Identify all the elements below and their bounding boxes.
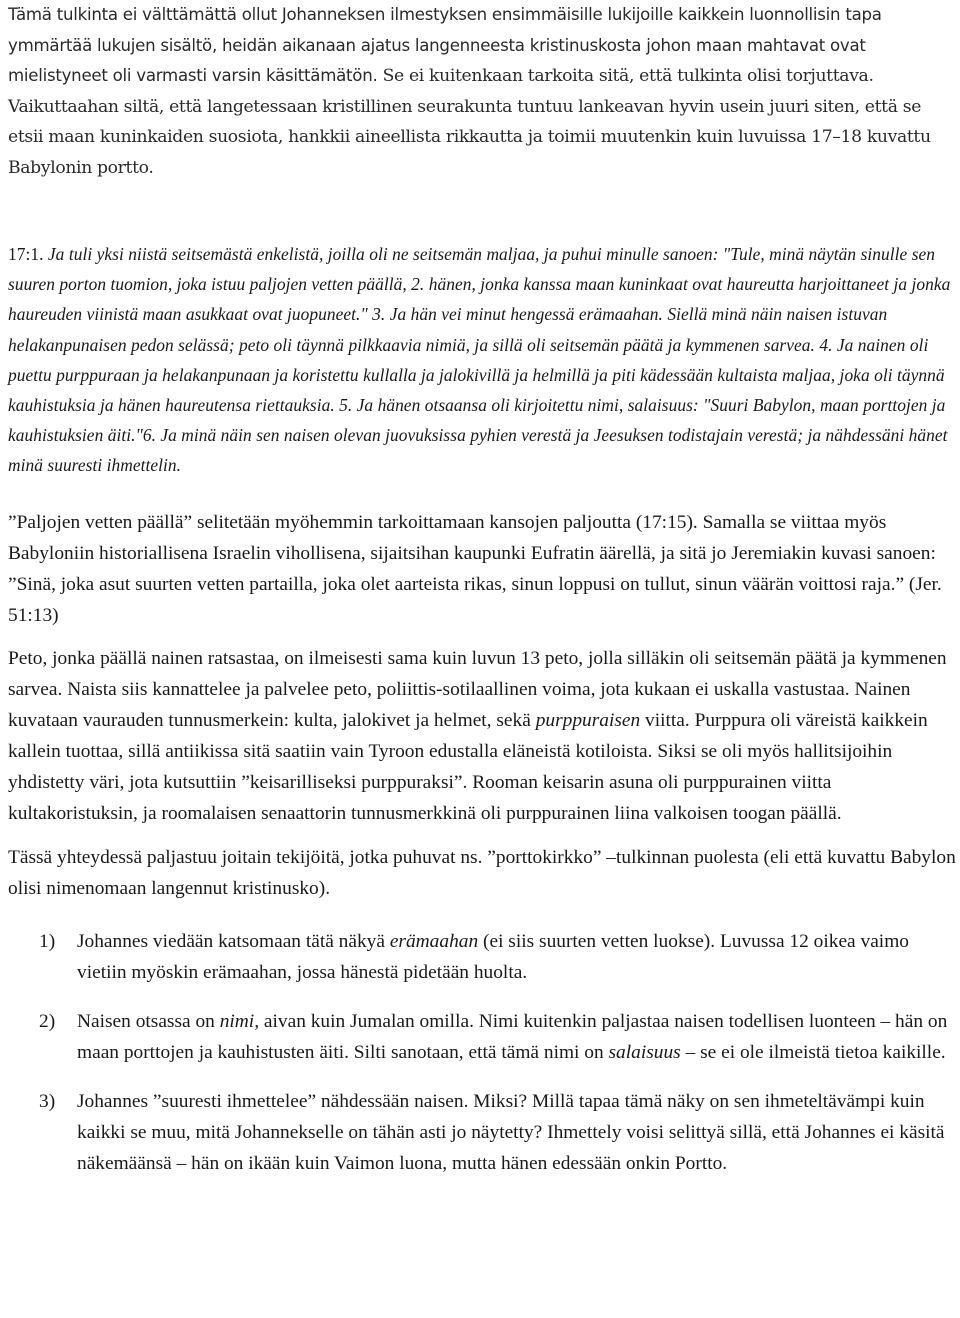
numbered-list	[8, 926, 958, 1179]
list-item-number: 3)	[39, 1090, 56, 1112]
paragraph-beast	[8, 643, 958, 829]
intro-paragraph	[8, 0, 958, 183]
list-item-text-a: Johannes ”suuresti ihmettelee” nähdessään naisen. Miksi? Millä tapaa tämä näky on sen ihmeteltävämpi kuin kaikki se muu, mitä Johannekselle on tähän asti jo näytetty? Ihmettely voisi selittyä sillä, että Johannes ei käsitä näkemäänsä – hän on ikään kuin Vaimon luona, mutta hänen edessään onkin Portto.	[77, 1090, 945, 1174]
list-item	[8, 926, 958, 988]
list-item-text-b: (ei siis suurten vetten luokse). Luvussa 12 oikea vaimo vietiin myöskin erämaahan, jossa hänestä pidetään huolta.	[77, 930, 909, 983]
quote-text: Ja tuli yksi niistä seitsemästä enkelistä, joilla oli ne seitsemän maljaa, ja puhui minulle sanoen: "Tule, minä näytän sinulle sen suuren porton tuomion, joka istuu paljojen vetten päällä, 2. hänen, jonka kanssa maan kuninkaat ovat haureutta harjoittaneet ja jonka haureuden viinistä maan asukkaat ovat juopuneet." 3. Ja hän vei minut hengessä erämaahan. Siellä minä näin naisen istuvan helakanpunaisen pedon selässä; peto oli täynnä pilkkaavia nimiä, ja sillä oli seitsemän päätä ja kymmenen sarvea. 4. Ja nainen oli puettu purppuraan ja helakanpunaan ja koristettu kullalla ja jalokivillä ja helmillä ja piti kädessään kultaista maljaa, joka oli täynnä kauhistuksia ja hänen haureutensa riettauksia. 5. Ja hänen otsaansa oli kirjoitettu nimi, salaisuus: "Suuri Babylon, maan porttojen ja kauhistuksien äiti."6. Ja minä näin sen naisen olevan juovuksissa pyhien verestä ja Jeesuksen todistajain verestä; ja nähdessäni hänet minä suuresti ihmettelin.	[8, 244, 951, 476]
list-item	[8, 1006, 958, 1068]
list-item-emphasis-2: salaisuus	[608, 1041, 681, 1063]
document-page	[8, 0, 958, 1197]
quote-reference: 17:1.	[8, 244, 44, 264]
list-item-number: 2)	[39, 1010, 56, 1032]
paragraph-church-interpretation: Tässä yhteydessä paljastuu joitain tekijöitä, jotka puhuvat ns. ”porttokirkko” –tulkinnan puolesta (eli että kuvattu Babylon olisi nimenomaan langennut kristinusko).	[8, 846, 956, 899]
list-item	[8, 1086, 958, 1179]
list-item-text-a: Johannes viedään katsomaan tätä näkyä	[77, 930, 390, 952]
list-item-emphasis: erämaahan	[389, 930, 479, 952]
paragraph-beast-text-b: viitta. Purppura oli väreistä kaikkein kallein tuottaa, sillä antiikissa sitä saatiin vain Tyroon edustalla eläneistä kotiloista. Siksi se oli myös hallitsijoihin yhdistetty väri, jota kutsuttiin ”keisarilliseksi purppuraksi”. Rooman keisarin asuna oli purppurainen viitta kultakoristuksin, ja roomalaisen senaattorin tunnusmerkkinä oli purppurainen liina valkoisen toogan päällä.	[8, 709, 928, 824]
list-item-text-c: – se ei ole ilmeistä tietoa kaikille.	[680, 1041, 946, 1063]
list-item-text-b: aivan kuin Jumalan omilla. Nimi kuitenkin paljastaa naisen todellisen luonteen – hän on maan porttojen ja kauhistusten äiti. Silti sanotaan, että tämä nimi on	[77, 1010, 948, 1063]
list-item-emphasis: nimi,	[219, 1010, 260, 1032]
list-item-text-a: Naisen otsassa on	[77, 1010, 220, 1032]
intro-lead-text: Tämä tulkinta ei välttämättä ollut Johanneksen ilmestyksen ensimmäisille lukijoille kaikkein luonnollisin tapa ymmärtää lukujen sisältö, heidän aikanaan ajatus langenneesta kristinuskosta johon maan mahtavat ovat mielistyneet oli varmasti varsin käsittämätön.	[8, 5, 882, 85]
intro-rest-text: Se ei kuitenkaan tarkoita sitä, että tulkinta olisi torjuttava. Vaikuttaahan siltä, että langetessaan kristillinen seurakunta tuntuu lankeavan hyvin usein juuri siten, että se etsii maan kuninkaiden suosiota, hankkii aineellista rikkautta ja toimii muutenkin kuin luvuissa 17–18 kuvattu Babylonin portto.	[8, 66, 931, 178]
paragraph-beast-emphasis: purppuraisen	[535, 709, 641, 731]
paragraph-beast-text-a: Peto, jonka päällä nainen ratsastaa, on ilmeisesti sama kuin luvun 13 peto, jolla silläkin oli seitsemän päätä ja kymmenen sarvea. Naista siis kannattelee ja palvelee peto, poliittis-sotilaallinen voima, jota kukaan ei uskalla vastustaa. Nainen kuvataan vaurauden tunnusmerkein: kulta, jalokivet ja helmet, sekä	[8, 647, 947, 731]
list-item-number: 1)	[39, 930, 56, 952]
paragraph-waters: ”Paljojen vetten päällä” selitetään myöhemmin tarkoittamaan kansojen paljoutta (17:15). Samalla se viittaa myös Babyloniin historiallisena Israelin vihollisena, sijaitsihan kaupunki Eufratin äärellä, ja sitä jo Jeremiakin kuvasi sanoen: ”Sinä, joka asut suurten vetten partailla, joka olet aarteista rikas, sinun loppusi on tullut, sinun väärän voittosi raja.” (Jer. 51:13)	[8, 511, 942, 626]
scripture-quote	[8, 239, 958, 481]
